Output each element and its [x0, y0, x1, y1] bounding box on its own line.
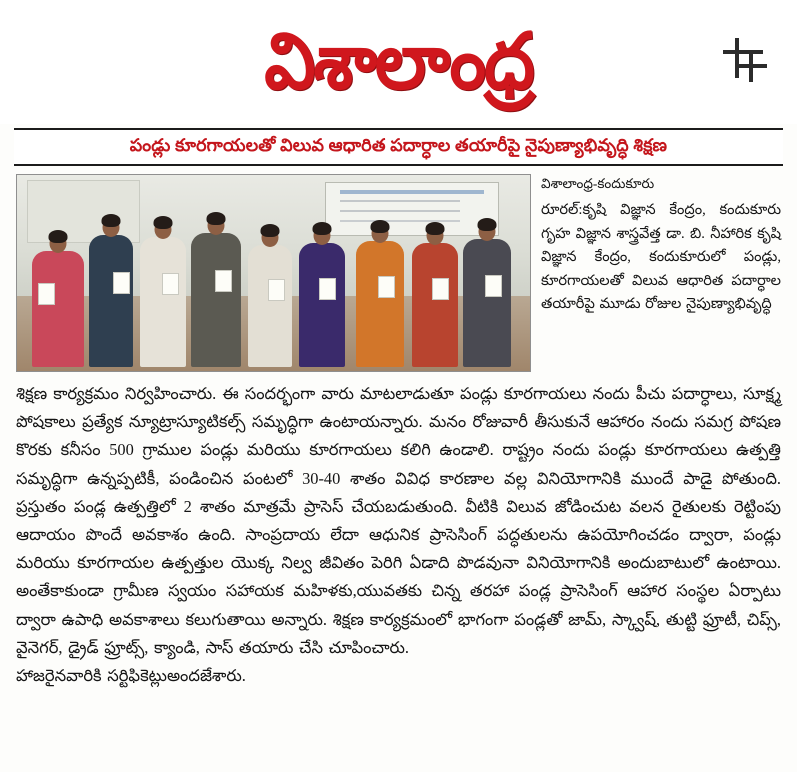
- photo-person: [356, 241, 404, 367]
- article-photo: [16, 174, 531, 372]
- article-dateline: విశాలాంధ్ర-కందుకూరు: [541, 175, 655, 191]
- photo-person: [191, 233, 241, 367]
- photo-people-group: [17, 175, 530, 371]
- masthead-title: విశాలాంధ్ర: [264, 18, 533, 106]
- photo-person: [412, 243, 458, 367]
- photo-person: [32, 251, 84, 367]
- article-right-column-text: రూరల్:కృషి విజ్ఞాన కేంద్రం, కందుకూరు గృహ విజ్ఞాన శాస్త్రవేత్త డా. బి. నీహారిక కృషి విజ్ఞాన కేంద్రం, కందుకూరులో పండ్లు, కూరగాయలతో విలువ ఆధారిత పదార్ధాల తయారీపై మూడు రోజుల నైపుణ్యాభివృద్ధి: [541, 201, 781, 313]
- article-headline: పండ్లు కూరగాయలతో విలువ ఆధారిత పదార్ధాల తయారీపై నైపుణ్యాభివృద్ధి శిక్షణ: [129, 135, 668, 155]
- photo-person: [299, 243, 345, 367]
- photo-person: [248, 245, 292, 367]
- photo-person: [89, 235, 133, 367]
- article-right-column: [541, 174, 781, 372]
- photo-person: [463, 239, 511, 367]
- article-body-last-line: హాజరైనవారికి సర్టిఫికెట్లుఅందజేశారు.: [16, 666, 246, 686]
- article-photo-wrapper: [16, 174, 531, 372]
- photo-person: [140, 237, 186, 367]
- masthead: [0, 0, 797, 124]
- crop-mark-icon: [723, 38, 767, 82]
- article-top-section: [0, 172, 797, 372]
- headline-band: [14, 128, 783, 166]
- article-body: [0, 372, 797, 700]
- article-body-text: శిక్షణ కార్యక్రమం నిర్వహించారు. ఈ సందర్భంగా వారు మాటలాడుతూ పండ్లు కూరగాయలు నందు పీచు పదార్ధాలు, సూక్ష్మ పోషకాలు ప్రత్యేక న్యూట్రాస్యూటికల్స్ సమృద్ధిగా ఉంటాయన్నారు. మనం రోజువారీ తీసుకునే ఆహారం నందు సమగ్ర పోషణ కొరకు కనీసం 500 గ్రాముల పండ్లు మరియు కూరగాయలు కలిగి ఉండాలి. రాష్ట్రం నందు పండ్లు కూరగాయలు ఉత్పత్తి సమృద్ధిగా ఉన్నప్పటికీ, పండించిన పంటలో 30-40 శాతం వివిధ కారణాల వల్ల వినియోగానికి ముందే పాడై పోతుంది. ప్రస్తుతం పండ్ల ఉత్పత్తిలో 2 శాతం మాత్రమే ప్రాసెస్ చేయబడుతుంది. వీటికి విలువ జోడించుట వలన రైతులకు రెట్టింపు ఆదాయం పొందే అవకాశం ఉంది. సాంప్రదాయ లేదా ఆధునిక ప్రాసెసింగ్ పద్ధతులను ఉపయోగించడం ద్వారా, పండ్లు మరియు కూరగాయల ఉత్పత్తుల యొక్క నిల్వ జీవితం పెరిగి ఏడాది పొడవునా వినియోగానికి అందుబాటులో ఉంటాయి. అంతేకాకుండా గ్రామీణ స్వయం సహాయక మహిళకు,యువతకు చిన్న తరహా పండ్ల ప్రాసెసింగ్ ఆహార సంస్థల ఏర్పాటు ద్వారా ఉపాధి అవకాశాలు కలుగుతాయి అన్నారు. శిక్షణ కార్యక్రమంలో భాగంగా పండ్లతో జామ్, స్క్వాష్, తుట్టి ఫ్రూటీ, చిప్స్, వైనెగర్, డ్రైడ్ ఫ్రూట్స్, క్యాండి, సాస్ తయారు చేసి చూపించారు.: [16, 383, 781, 657]
